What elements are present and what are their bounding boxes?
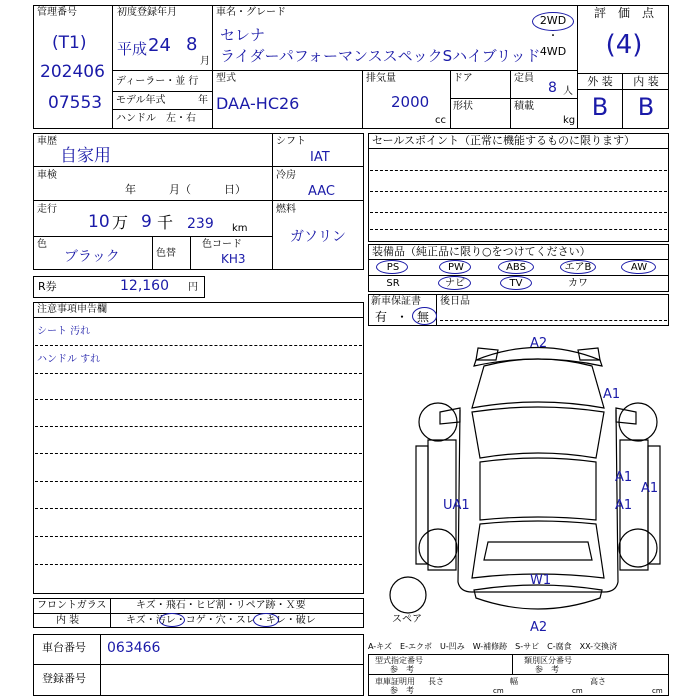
- takasa-label: 高さ: [590, 677, 606, 686]
- damage-front: A2: [530, 336, 548, 351]
- naiso-items: キズ・汚レ・コゲ・穴・スレ・キレ・破レ: [126, 615, 316, 626]
- irogae-label: 色替: [156, 248, 176, 259]
- sales-point-block: [368, 133, 669, 242]
- mileage-rest: 239: [187, 216, 214, 232]
- history-value: 自家用: [60, 146, 111, 166]
- car-grade: ライダーパフォーマンススペックSハイブリッド: [220, 47, 541, 65]
- equip-pw: PW: [448, 262, 464, 273]
- drive-2wd-circle: [532, 12, 574, 31]
- naiso-wear-circle: [253, 613, 279, 627]
- year-value: 24: [148, 35, 171, 56]
- shaken-label: 車検: [37, 170, 57, 181]
- r-ken-label: R券: [38, 280, 57, 293]
- sanko-label-2: 参 考: [535, 665, 559, 674]
- nenryo-label: 燃料: [276, 204, 296, 215]
- soko-label: 走行: [37, 204, 57, 215]
- r-ken-box: [33, 276, 205, 298]
- note-line-2: ハンドル すれ: [37, 354, 101, 365]
- hyoka-ten-label: 評 価 点: [593, 6, 654, 20]
- sen-label: 千: [157, 213, 174, 232]
- era-value: 平成: [117, 40, 148, 58]
- equip-airbag-circle: [560, 260, 596, 274]
- drive-dot: ・: [548, 31, 558, 42]
- drive-2wd: 2WD: [539, 14, 567, 27]
- score-value: (4): [605, 30, 643, 60]
- equip-tv: TV: [509, 278, 523, 289]
- cm-label-2: cm: [572, 687, 583, 695]
- handle-label: ハンドル 左・右: [116, 113, 196, 124]
- naiso-dirt-circle: [159, 613, 185, 627]
- mileage-man: 10: [88, 212, 110, 232]
- damage-right-mid-2: A1: [615, 498, 633, 513]
- model-nenshiki-label: モデル年式: [116, 95, 166, 106]
- shadai-bango-label: 車台番号: [42, 641, 86, 654]
- damage-rear-window: W1: [530, 573, 552, 588]
- warranty-dot: ・: [396, 310, 409, 324]
- kanri-value-2: 202406: [40, 62, 105, 82]
- damage-right-side: A1: [641, 481, 659, 496]
- kanri-value-1: (T1): [52, 33, 87, 53]
- kg-label: kg: [563, 115, 576, 126]
- gaiso-label: 外 装: [587, 75, 613, 88]
- equip-pw-circle: [439, 260, 471, 274]
- frontglass-items: キズ・飛石・ヒビ割・リペア跡・Ｘ要: [136, 600, 306, 611]
- sanko-label-1: 参 考: [390, 665, 414, 674]
- cm-label-3: cm: [652, 687, 663, 695]
- shamei-grade-label: 車名・グレード: [216, 7, 286, 18]
- frontglass-label: フロントガラス: [37, 600, 107, 611]
- sales-point-label: セールスポイント（正常に機能するものに限ります）: [372, 134, 636, 147]
- ac-value: AAC: [308, 184, 335, 199]
- equip-navi: ナビ: [445, 278, 465, 289]
- month-value: 8: [186, 34, 198, 55]
- gohin-label: 後日品: [440, 296, 470, 307]
- equip-airbag: エアB: [564, 262, 592, 273]
- kanri-value-3: 07553: [48, 93, 103, 113]
- sekisai-label: 積載: [514, 101, 534, 112]
- fuel-value: ガソリン: [290, 229, 346, 245]
- equip-abs-circle: [498, 260, 534, 274]
- r-ken-value: 12,160: [120, 278, 169, 294]
- shift-value: IAT: [310, 150, 330, 165]
- equip-abs: ABS: [506, 262, 526, 273]
- damage-right-mid-1: A1: [615, 470, 633, 485]
- door-label: ドア: [453, 73, 473, 84]
- nen-label: 年: [198, 95, 208, 106]
- equip-ps: PS: [386, 262, 400, 273]
- nin-label: 人: [563, 86, 573, 97]
- damage-left-side: UA1: [443, 498, 470, 513]
- header-block: [33, 5, 669, 129]
- equip-ps-circle: [376, 260, 408, 274]
- man-label: 万: [112, 213, 129, 232]
- shodo-toroku-label: 初度登録年月: [117, 7, 177, 18]
- mileage-sen: 9: [141, 212, 152, 232]
- warranty-yes: 有: [375, 310, 388, 324]
- equip-aw-circle: [621, 260, 656, 274]
- km-label: km: [232, 223, 248, 234]
- color-value: ブラック: [64, 249, 120, 265]
- color-code-value: KH3: [221, 252, 246, 266]
- car-name: セレナ: [220, 26, 266, 44]
- iro-label: 色: [37, 239, 47, 250]
- reibo-label: 冷房: [276, 170, 296, 181]
- toroku-bango-label: 登録番号: [42, 672, 86, 685]
- note-line-1: シート 汚れ: [37, 326, 91, 337]
- katashiki-shitei-label: 型式指定番号: [375, 656, 423, 665]
- ruibetsu-label: 類別区分番号: [524, 656, 572, 665]
- equip-aw: AW: [630, 262, 648, 273]
- shaken-date: 年 月（ 日）: [125, 183, 246, 196]
- shareki-label: 車歴: [37, 136, 57, 147]
- shift-label: シフト: [276, 136, 306, 147]
- model-code: DAA-HC26: [216, 94, 300, 113]
- color-code-label: 色コード: [202, 239, 242, 250]
- interior-grade: B: [637, 93, 655, 121]
- damage-legend: A-キズ E-エクボ U-凹み W-補修跡 S-サビ C-腐食 XX-交換済: [368, 642, 618, 651]
- equip-sr: SR: [386, 278, 400, 289]
- damage-rear: A2: [530, 620, 548, 635]
- keishiki-label: 形状: [453, 101, 473, 112]
- equip-tv-circle: [500, 276, 532, 290]
- exterior-grade: B: [591, 93, 609, 121]
- naiso-label: 内 装: [633, 75, 659, 88]
- haikiryo-label: 排気量: [366, 73, 396, 84]
- cc-label: cc: [435, 115, 446, 126]
- soubihin-label: 装備品（純正品に限り○をつけてください）: [372, 245, 591, 258]
- dealer-label: ディーラー・並 行: [116, 76, 199, 87]
- naiso-row-label: 内 装: [56, 615, 80, 626]
- damage-right-front: A1: [603, 387, 621, 402]
- shatai-shomei-label: 車庫証明用: [375, 677, 415, 686]
- damage-diagram: [368, 330, 669, 640]
- equip-navi-circle: [438, 276, 471, 290]
- cm-label-1: cm: [493, 687, 504, 695]
- month-unit: 月: [200, 56, 210, 67]
- chui-jiko-label: 注意事項申告欄: [37, 304, 107, 315]
- warranty-no-circle: [412, 307, 437, 325]
- equip-leather: カワ: [568, 278, 588, 289]
- warranty-no: 無: [417, 310, 430, 324]
- kanri-bango-label: 管理番号: [37, 7, 77, 18]
- chassis-number: 063466: [107, 640, 161, 656]
- haba-label: 幅: [510, 677, 518, 686]
- shinsha-hosho-label: 新車保証書: [371, 296, 421, 307]
- sanko-label-3: 参 考: [390, 686, 414, 695]
- drive-4wd: 4WD: [539, 45, 567, 58]
- katashiki-label: 型式: [216, 73, 236, 84]
- teiin-label: 定員: [514, 73, 534, 84]
- capacity-value: 8: [548, 80, 557, 96]
- nagasa-label: 長さ: [428, 677, 444, 686]
- en-label: 円: [188, 282, 198, 293]
- displacement-value: 2000: [391, 93, 430, 111]
- spare-label: スペア: [392, 614, 422, 625]
